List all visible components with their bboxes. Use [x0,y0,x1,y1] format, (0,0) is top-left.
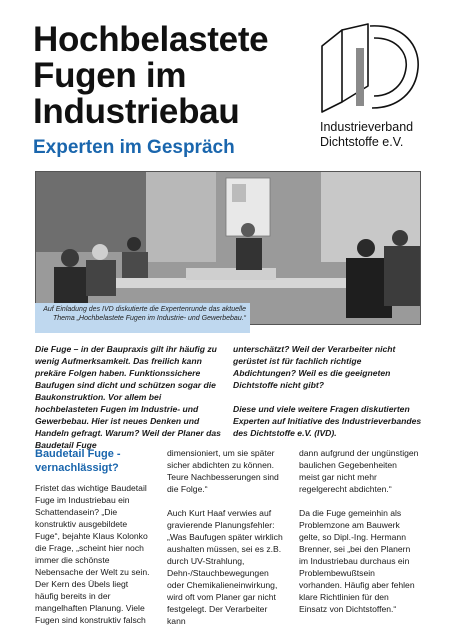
body-paragraph: dimensioniert, um sie später sicher abdichten zu können. Teure Nachbesserungen sind die Folge.“ [167,448,279,494]
expert-panel-photo [35,171,421,325]
intro-paragraph: Die Fuge – in der Baupraxis gilt ihr häufig zu wenig Aufmerksamkeit. Das freilich kann prekäre Folgen haben. Funktionssichere Baufugen sind dicht und schützen sogar die Baukonstruktion. Vor allem bei hochbelasteten Fugen im Industrie- und Gewerbebau. Hier ist neues Denken und Handeln gefragt. Warum? Weil der Planer das Baudetail Fuge [35,344,221,450]
photo-caption: Auf Einladung des IVD diskutierte die Expertenrunde das aktuelle Thema „Hochbelastete Fugen im Industrie- und Gewerbebau.“ [35,303,250,333]
organization-line-1: Industrieverband [320,120,414,134]
intro-left [35,343,223,451]
body-paragraph: Auch Kurt Haaf verwies auf gravierende Planungsfehler: „Was Baufugen später wirklich aushalten müssen, sei es z.B. durch UV-Strahlung, Dehn-/Stauchbewegungen oder Chemikalieneinwirkung, wird oft vom Planer gar nicht festgelegt. Der Verarbeiter kann [167,508,283,626]
organization-name [320,120,450,150]
intro-paragraph: unterschätzt? Weil der Verarbeiter nicht gerüstet ist für fachlich richtige Abdichtungen? Weil es die geeigneten Dichtstoffe nicht gibt? [233,344,396,390]
organization-line-2: Dichtstoffe e.V. [320,135,404,149]
intro-paragraph: Diese und viele weitere Fragen diskutierten Experten auf Initiative des Industrieverbandes des Dichtstoffe e.V. (IVD). [233,404,422,438]
body-paragraph: Da die Fuge gemeinhin als Problemzone am Bauwerk gelte, so Dipl.-Ing. Hermann Brenner, sei „bei den Planern im Industriebau durchaus ein Problembewußtsein vorhanden. Häufig aber fehlen klare Richtlinien für den Einsatz von Dichtstoffen.“ [299,508,415,614]
body-paragraph: Fristet das wichtige Baudetail Fuge im Industriebau ein Schattendasein? „Die konstruktiv ausgebildete Fuge“, bejahte Klaus Kolonko die Frage, „scheint hier noch immer die schönste Nebensache der Welt zu sein. Der Kern des Übels liegt häufig bereits in der mangelhaften Planung. Viele Fugen sind konstruktiv falsch [35,483,150,625]
title-line-1: Hochbelastete [33,20,269,59]
title-line-3: Industriebau [33,92,240,131]
body-paragraph: dann aufgrund der ungünstigen baulichen Gegebenheiten meist gar nicht mehr regelgerecht abdichten.“ [299,448,419,494]
article-title [33,22,313,130]
article-column-1 [35,447,153,626]
article-column-3 [299,447,419,615]
article-column-2 [167,447,285,627]
intro-right [233,343,423,439]
article-subtitle: Experten im Gespräch [33,137,235,158]
section-heading: Baudetail Fuge - vernachlässigt? [35,448,121,474]
title-line-2: Fugen im [33,56,187,95]
ivd-logo [318,18,422,116]
